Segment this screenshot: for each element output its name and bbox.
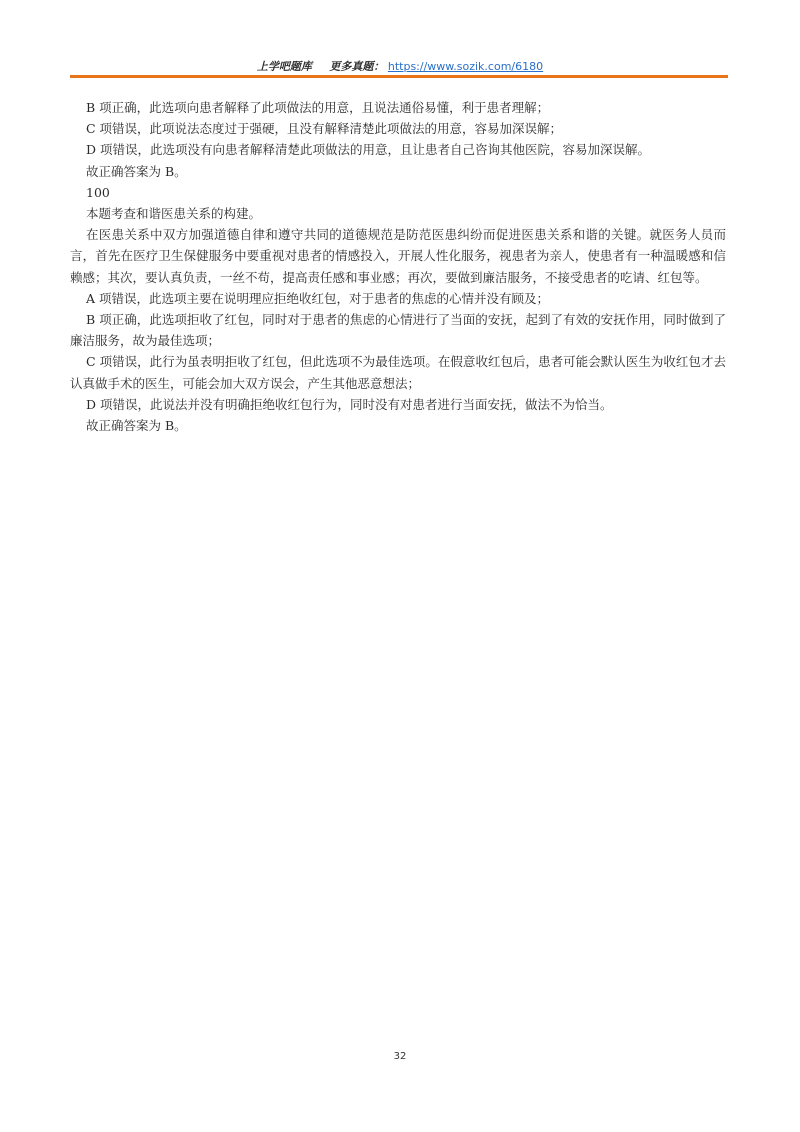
paragraph: 本题考查和谐医患关系的构建。 xyxy=(86,206,262,222)
page-header xyxy=(0,58,800,74)
header-brand: 上学吧题库 xyxy=(256,60,312,73)
paragraph: A 项错误，此选项主要在说明理应拒绝收红包，对于患者的焦虑的心情并没有顾及； xyxy=(86,290,550,306)
paragraph: 故正确答案为 B。 xyxy=(86,418,187,434)
paragraph: B 项正确，此选项向患者解释了此项做法的用意，且说法通俗易懂，利于患者理解； xyxy=(86,100,550,115)
page-number: 32 xyxy=(393,1051,407,1062)
paragraph: D 项错误，此选项没有向患者解释清楚此项做法的用意，且让患者自己咨询其他医院，容易加深误解。 xyxy=(86,142,650,158)
paragraph: D 项错误，此说法并没有明确拒绝收红包行为，同时没有对患者进行当面安抚，做法不为恰当。 xyxy=(86,396,613,412)
document-body xyxy=(70,97,726,436)
header-link[interactable]: https://www.sozik.com/6180 xyxy=(387,60,544,73)
header-more-label: 更多真题： xyxy=(329,60,385,73)
paragraph: 在医患关系中双方加强道德自律和遵守共同的道德规范是防范医患纠纷而促进医患关系和谐的关键。就医务人员而言，首先在医疗卫生保健服务中要重视对患者的情感投入，开展人性化服务，视患者为亲人，使患者有一种温暖感和信赖感；其次，要认真负责，一丝不苟，提高责任感和事业感；再次，要做到廉洁服务，不接受患者的吃请、红包等。 xyxy=(70,227,726,285)
paragraph: C 项错误，此行为虽表明拒收了红包，但此选项不为最佳选项。在假意收红包后，患者可能会默认医生为收红包才去认真做手术的医生，可能会加大双方误会，产生其他恶意想法； xyxy=(70,354,726,391)
header-divider xyxy=(70,75,728,78)
paragraph: 故正确答案为 B。 xyxy=(86,163,187,179)
question-number: 100 xyxy=(86,184,110,200)
paragraph: B 项正确，此选项拒收了红包，同时对于患者的焦虑的心情进行了当面的安抚，起到了有效的安抚作用，同时做到了廉洁服务，故为最佳选项； xyxy=(70,312,726,349)
paragraph: C 项错误，此项说法态度过于强硬，且没有解释清楚此项做法的用意，容易加深误解； xyxy=(86,121,563,137)
